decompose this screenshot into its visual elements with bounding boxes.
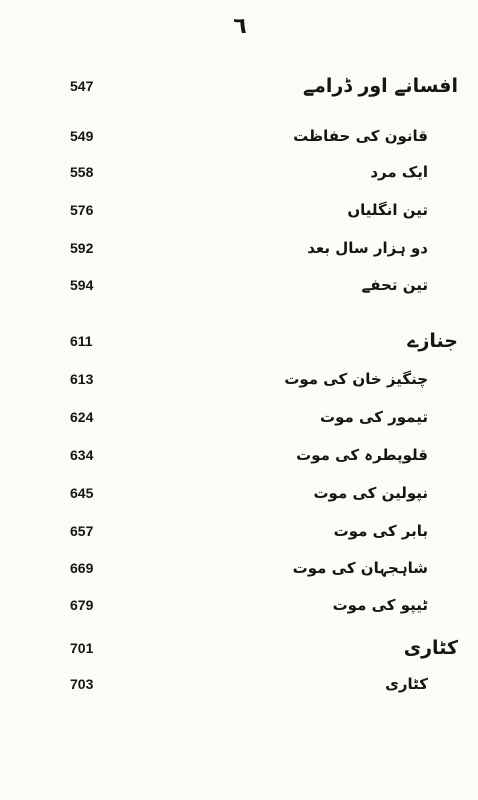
toc-entry-title: کٹاری — [385, 675, 428, 693]
toc-page-number: 558 — [70, 164, 94, 180]
toc-section-heading — [0, 326, 478, 356]
toc-entry — [0, 402, 478, 432]
toc-entry-title: دو ہزار سال بعد — [307, 239, 428, 257]
toc-entry-title: نپولین کی موت — [313, 484, 428, 502]
toc-section-title: کٹاری — [403, 637, 458, 659]
toc-entry-title: چنگیز خان کی موت — [284, 370, 428, 388]
toc-entry — [0, 195, 478, 225]
toc-page-number: 592 — [70, 240, 94, 256]
toc-page-number: 613 — [70, 371, 94, 387]
toc-entry — [0, 440, 478, 470]
toc-entry — [0, 364, 478, 394]
toc-entry — [0, 590, 478, 620]
toc-page-number: 703 — [70, 676, 94, 692]
toc-section-title: افسانے اور ڈرامے — [303, 75, 458, 97]
toc-page-number: 634 — [70, 447, 94, 463]
toc-page-number: 679 — [70, 597, 94, 613]
toc-entry-title: تین تحفے — [361, 276, 428, 294]
toc-entry — [0, 270, 478, 300]
toc-entry-title: ایک مرد — [370, 163, 428, 181]
toc-page-number: 547 — [70, 78, 94, 94]
toc-entry-title: تیمور کی موت — [320, 408, 428, 426]
toc-section-heading — [0, 633, 478, 663]
toc-entry-title: بابر کی موت — [333, 522, 428, 540]
toc-entry — [0, 669, 478, 699]
toc-section-heading — [0, 71, 478, 101]
toc-section-title: جنازے — [407, 330, 458, 352]
toc-page-number: 657 — [70, 523, 94, 539]
toc-entry — [0, 233, 478, 263]
toc-entry-title: ٹیپو کی موت — [332, 596, 428, 614]
toc-entry-title: تین انگلیاں — [347, 201, 428, 219]
toc-entry — [0, 516, 478, 546]
toc-entry — [0, 157, 478, 187]
toc-entry-title: قلوپطرہ کی موت — [296, 446, 428, 464]
toc-page-number: 669 — [70, 560, 94, 576]
toc-page-number: 549 — [70, 128, 94, 144]
toc-entry — [0, 478, 478, 508]
toc-page-number: 576 — [70, 202, 94, 218]
toc-entry-title: قانون کی حفاظت — [293, 127, 428, 145]
toc-entry-title: شاہجہان کی موت — [292, 559, 428, 577]
toc-entry — [0, 121, 478, 151]
toc-page-number: 701 — [70, 640, 94, 656]
toc-page-number: 611 — [70, 333, 93, 349]
toc-page-number: 624 — [70, 409, 94, 425]
page-number: ٦ — [233, 14, 247, 39]
toc-page-number: 594 — [70, 277, 94, 293]
toc-page-number: 645 — [70, 485, 94, 501]
toc-entry — [0, 553, 478, 583]
